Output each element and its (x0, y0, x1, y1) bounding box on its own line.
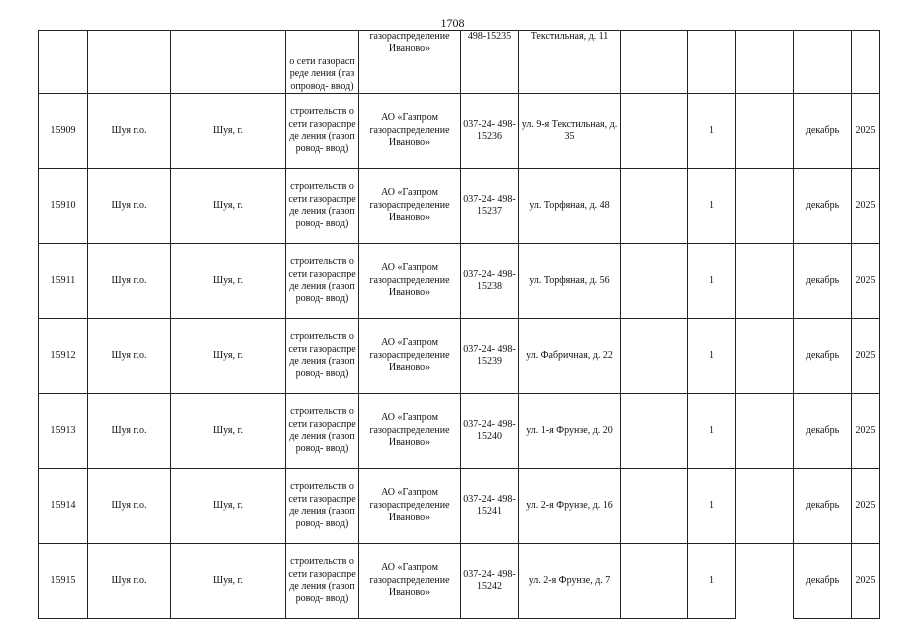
cell-empty (621, 31, 688, 94)
cell-quantity: 1 (688, 244, 736, 319)
cell-work-type: строительств о сети газораспреде ления (газопровод- ввод) (286, 394, 359, 469)
cell-organization: АО «Газпром газораспределение Иваново» (359, 169, 461, 244)
cell-work-type: строительств о сети газораспреде ления (газопровод- ввод) (286, 544, 359, 619)
cell-year: 2025 (852, 169, 880, 244)
cell-locality (171, 31, 286, 94)
cell-number: 15914 (39, 469, 88, 544)
cell-quantity: 1 (688, 319, 736, 394)
cell-organization: АО «Газпром газораспределение Иваново» (359, 544, 461, 619)
cell-empty (621, 544, 688, 619)
cell-district: Шуя г.о. (88, 469, 171, 544)
cell-empty (621, 319, 688, 394)
cell-empty (736, 244, 794, 319)
table-row (39, 469, 880, 544)
cell-address: ул. 2-я Фрунзе, д. 16 (519, 469, 621, 544)
cell-code: 498-15235 (461, 31, 519, 94)
cell-address: ул. 2-я Фрунзе, д. 7 (519, 544, 621, 619)
cell-district: Шуя г.о. (88, 544, 171, 619)
cell-year: 2025 (852, 394, 880, 469)
cell-quantity: 1 (688, 169, 736, 244)
cell-locality: Шуя, г. (171, 94, 286, 169)
cell-quantity (688, 31, 736, 94)
table-row (39, 319, 880, 394)
cell-empty (736, 394, 794, 469)
cell-number: 15912 (39, 319, 88, 394)
cell-month: декабрь (794, 544, 852, 619)
cell-locality: Шуя, г. (171, 469, 286, 544)
cell-year: 2025 (852, 544, 880, 619)
cell-quantity: 1 (688, 469, 736, 544)
cell-empty (736, 31, 794, 94)
cell-code: 037-24- 498-15236 (461, 94, 519, 169)
cell-month: декабрь (794, 244, 852, 319)
cell-code: 037-24- 498-15237 (461, 169, 519, 244)
cell-locality: Шуя, г. (171, 394, 286, 469)
table-row (39, 31, 880, 94)
table-row (39, 244, 880, 319)
cell-year: 2025 (852, 319, 880, 394)
cell-empty (736, 94, 794, 169)
cell-address: ул. 9-я Текстильная, д. 35 (519, 94, 621, 169)
cell-district: Шуя г.о. (88, 394, 171, 469)
cell-district: Шуя г.о. (88, 319, 171, 394)
cell-empty (736, 544, 794, 619)
cell-locality: Шуя, г. (171, 169, 286, 244)
cell-address: ул. Фабричная, д. 22 (519, 319, 621, 394)
cell-code: 037-24- 498-15241 (461, 469, 519, 544)
cell-month (794, 31, 852, 94)
cell-address: ул. Торфяная, д. 56 (519, 244, 621, 319)
cell-number: 15913 (39, 394, 88, 469)
cell-address: ул. Торфяная, д. 48 (519, 169, 621, 244)
cell-month: декабрь (794, 394, 852, 469)
cell-address: ул. 1-я Фрунзе, д. 20 (519, 394, 621, 469)
cell-address: Текстильная, д. 11 (519, 31, 621, 94)
cell-quantity: 1 (688, 94, 736, 169)
cell-organization: АО «Газпром газораспределение Иваново» (359, 94, 461, 169)
cell-work-type: строительств о сети газораспреде ления (газопровод- ввод) (286, 469, 359, 544)
cell-month: декабрь (794, 469, 852, 544)
cell-work-type: строительств о сети газораспреде ления (газопровод- ввод) (286, 94, 359, 169)
cell-number: 15911 (39, 244, 88, 319)
table-row (39, 394, 880, 469)
cell-empty (736, 319, 794, 394)
cell-quantity: 1 (688, 544, 736, 619)
cell-number: 15909 (39, 94, 88, 169)
cell-code: 037-24- 498-15242 (461, 544, 519, 619)
cell-year: 2025 (852, 94, 880, 169)
cell-empty (621, 244, 688, 319)
cell-number: 15910 (39, 169, 88, 244)
cell-empty (621, 94, 688, 169)
cell-organization: газораспределение Иваново» (359, 31, 461, 94)
cell-month: декабрь (794, 169, 852, 244)
cell-empty (621, 169, 688, 244)
page-number: 1708 (440, 16, 465, 30)
cell-number: 15915 (39, 544, 88, 619)
cell-district: Шуя г.о. (88, 169, 171, 244)
cell-work-type: строительств о сети газораспреде ления (газопровод- ввод) (286, 319, 359, 394)
cell-organization: АО «Газпром газораспределение Иваново» (359, 394, 461, 469)
cell-quantity: 1 (688, 394, 736, 469)
table-row (39, 169, 880, 244)
cell-empty (736, 469, 794, 544)
cell-code: 037-24- 498-15239 (461, 319, 519, 394)
cell-empty (621, 394, 688, 469)
cell-code: 037-24- 498-15238 (461, 244, 519, 319)
cell-number (39, 31, 88, 94)
cell-month: декабрь (794, 94, 852, 169)
cell-code: 037-24- 498-15240 (461, 394, 519, 469)
table-row (39, 544, 880, 619)
cell-year: 2025 (852, 244, 880, 319)
cell-locality: Шуя, г. (171, 244, 286, 319)
registry-table (38, 30, 880, 619)
cell-year: 2025 (852, 469, 880, 544)
table-row (39, 94, 880, 169)
cell-organization: АО «Газпром газораспределение Иваново» (359, 469, 461, 544)
cell-district: Шуя г.о. (88, 244, 171, 319)
cell-empty (736, 169, 794, 244)
cell-district: Шуя г.о. (88, 94, 171, 169)
cell-organization: АО «Газпром газораспределение Иваново» (359, 244, 461, 319)
cell-year (852, 31, 880, 94)
cell-locality: Шуя, г. (171, 544, 286, 619)
cell-work-type: строительств о сети газораспреде ления (газопровод- ввод) (286, 169, 359, 244)
cell-locality: Шуя, г. (171, 319, 286, 394)
cell-work-type: о сети газораспреде ления (газопровод- ввод) (286, 31, 359, 94)
cell-organization: АО «Газпром газораспределение Иваново» (359, 319, 461, 394)
cell-work-type: строительств о сети газораспреде ления (газопровод- ввод) (286, 244, 359, 319)
cell-district (88, 31, 171, 94)
cell-month: декабрь (794, 319, 852, 394)
cell-empty (621, 469, 688, 544)
